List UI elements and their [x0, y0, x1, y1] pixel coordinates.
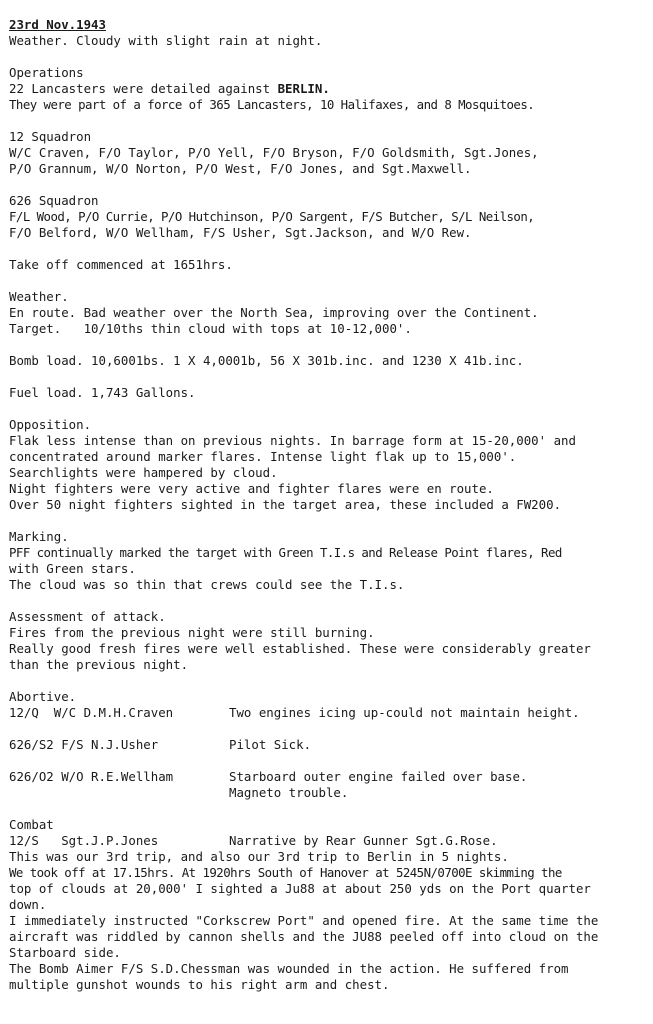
marking-line: with Green stars. [9, 561, 136, 576]
takeoff-time: Take off commenced at 1651hrs. [9, 257, 233, 272]
fuel-load: Fuel load. 1,743 Gallons. [9, 385, 196, 400]
spacer [9, 273, 641, 289]
combat-line: We took off at 17.15hrs. At 1920hrs South of Hanover at 5245N/0700E skimming the [9, 865, 562, 880]
operations-target: BERLIN. [277, 81, 330, 96]
abortive-entry [9, 737, 641, 753]
combat-line: I immediately instructed "Corkscrew Port" and opened fire. At the same time the [9, 913, 599, 928]
spacer [9, 721, 641, 737]
abortive-reason: Two engines icing up-could not maintain height. [229, 705, 580, 720]
combat-line: aircraft was riddled by cannon shells and the JU88 peeled off into cloud on the [9, 929, 599, 944]
bomb-load: Bomb load. 10,6001bs. 1 X 4,0001b, 56 X 301b.inc. and 1230 X 41b.inc. [9, 353, 524, 368]
marking-heading: Marking. [9, 529, 69, 544]
operations-detail [9, 81, 641, 97]
opposition-line: Night fighters were very active and fighter flares were en route. [9, 481, 494, 496]
assessment-line: Fires from the previous night were still burning. [9, 625, 375, 640]
combat-heading: Combat [9, 817, 54, 832]
weather-target: Target. 10/10ths thin cloud with tops at 10-12,000'. [9, 321, 412, 336]
squadron-12-crew-line-1: W/C Craven, F/O Taylor, P/O Yell, F/O Bryson, F/O Goldsmith, Sgt.Jones, [9, 145, 539, 160]
spacer [9, 369, 641, 385]
marking-line: The cloud was so thin that crews could see the T.I.s. [9, 577, 405, 592]
spacer [9, 673, 641, 689]
abortive-reason-continued: Magneto trouble. [229, 785, 349, 800]
spacer [9, 801, 641, 817]
opposition-heading: Opposition. [9, 417, 92, 432]
document-date: 23rd Nov.1943 [9, 17, 106, 32]
opposition-line: concentrated around marker flares. Intense light flak up to 15,000'. [9, 449, 517, 464]
combat-line: down. [9, 897, 47, 912]
assessment-line: than the previous night. [9, 657, 189, 672]
abortive-heading: Abortive. [9, 689, 77, 704]
combat-line: top of clouds at 20,000' I sighted a Ju88 at about 250 yds on the Port quarter [9, 881, 591, 896]
abortive-aircraft: 626/S2 F/S N.J.Usher [9, 737, 159, 752]
spacer [9, 49, 641, 65]
weather-intro: Weather. Cloudy with slight rain at night. [9, 33, 323, 48]
combat-crew-row [9, 833, 641, 849]
abortive-aircraft: 12/Q W/C D.M.H.Craven [9, 705, 174, 720]
spacer [9, 113, 641, 129]
squadron-626-heading: 626 Squadron [9, 193, 99, 208]
combat-narrative-by: Narrative by Rear Gunner Sgt.G.Rose. [229, 833, 498, 848]
squadron-12-heading: 12 Squadron [9, 129, 92, 144]
operations-heading: Operations [9, 65, 84, 80]
opposition-line: Searchlights were hampered by cloud. [9, 465, 278, 480]
spacer [9, 513, 641, 529]
spacer [9, 401, 641, 417]
weather-heading: Weather. [9, 289, 69, 304]
squadron-626-crew-line-2: F/O Belford, W/O Wellham, F/S Usher, Sgt.Jackson, and W/O Rew. [9, 225, 472, 240]
assessment-line: Really good fresh fires were well established. These were considerably greater [9, 641, 591, 656]
combat-line: Starboard side. [9, 945, 121, 960]
squadron-12-crew-line-2: P/O Grannum, W/O Norton, P/O West, F/O Jones, and Sgt.Maxwell. [9, 161, 472, 176]
combat-line: The Bomb Aimer F/S S.D.Chessman was wounded in the action. He suffered from [9, 961, 569, 976]
squadron-626-crew-line-1: F/L Wood, P/O Currie, P/O Hutchinson, P/O Sargent, F/S Butcher, S/L Neilson, [9, 209, 535, 224]
abortive-reason: Pilot Sick. [229, 737, 312, 752]
opposition-line: Over 50 night fighters sighted in the target area, these included a FW200. [9, 497, 562, 512]
spacer [9, 337, 641, 353]
abortive-reason: Starboard outer engine failed over base. [229, 769, 528, 784]
opposition-line: Flak less intense than on previous nights. In barrage form at 15-20,000' and [9, 433, 576, 448]
combat-line: This was our 3rd trip, and also our 3rd trip to Berlin in 5 nights. [9, 849, 509, 864]
spacer [9, 241, 641, 257]
spacer [9, 593, 641, 609]
combat-crew: 12/S Sgt.J.P.Jones [9, 833, 159, 848]
assessment-heading: Assessment of attack. [9, 609, 166, 624]
operations-force: They were part of a force of 365 Lancasters, 10 Halifaxes, and 8 Mosquitoes. [9, 97, 535, 112]
abortive-aircraft: 626/O2 W/O R.E.Wellham [9, 769, 174, 784]
abortive-entry [9, 705, 641, 721]
spacer [9, 753, 641, 769]
marking-line: PFF continually marked the target with Green T.I.s and Release Point flares, Red [9, 545, 562, 560]
combat-line: multiple gunshot wounds to his right arm and chest. [9, 977, 390, 992]
abortive-entry-continued [9, 785, 641, 801]
weather-en-route: En route. Bad weather over the North Sea, improving over the Continent. [9, 305, 539, 320]
operations-detail-text: 22 Lancasters were detailed against [9, 81, 278, 96]
abortive-entry [9, 769, 641, 785]
spacer [9, 177, 641, 193]
